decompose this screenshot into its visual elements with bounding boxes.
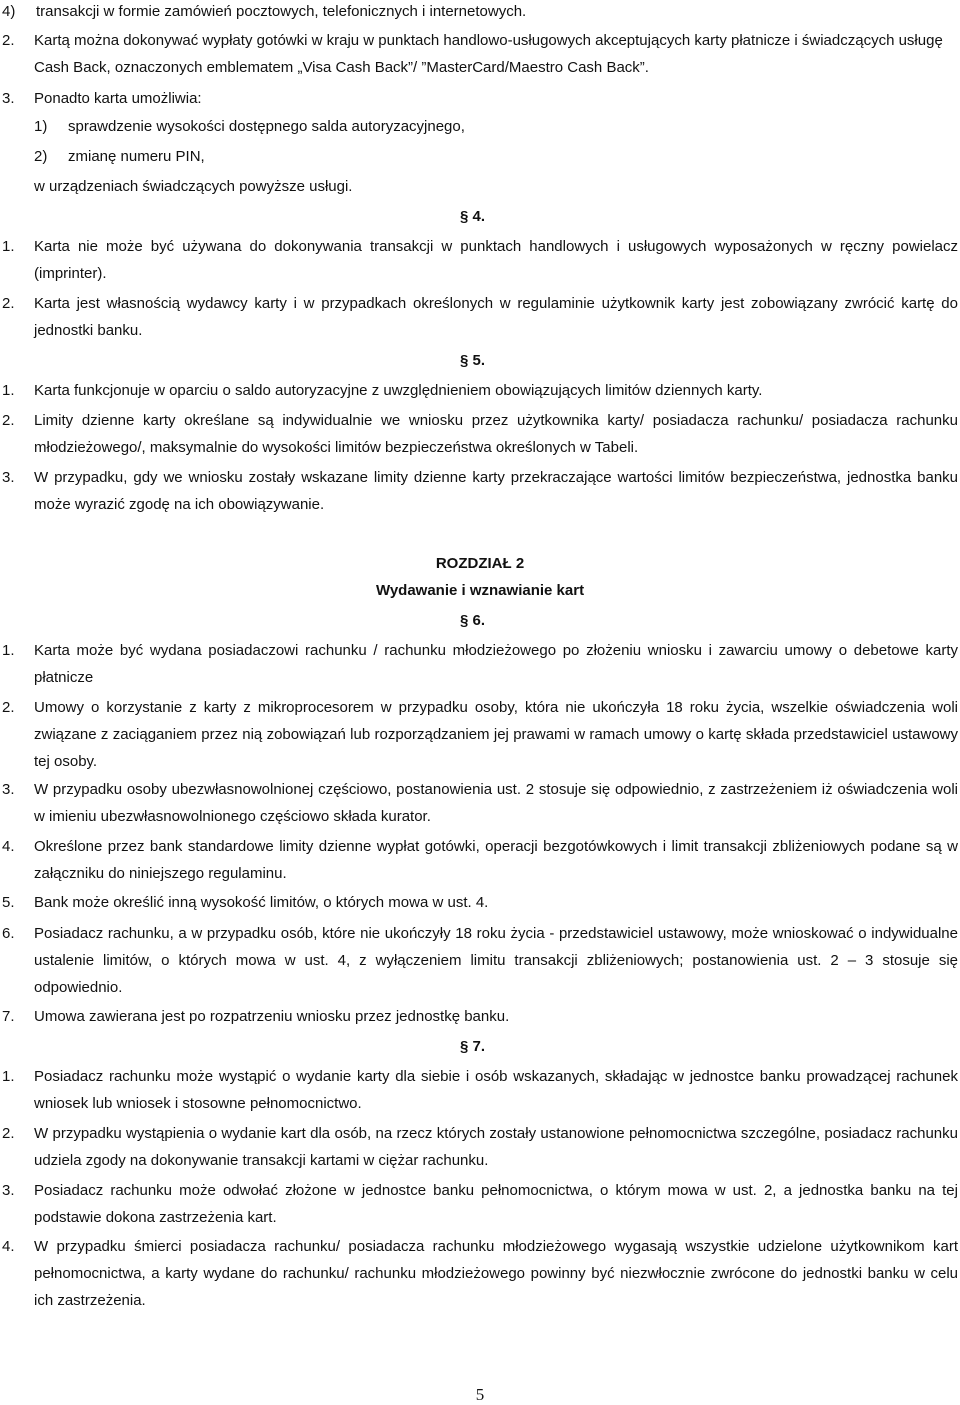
section-6-item-7: 7. Umowa zawierana jest po rozpatrzeniu wniosku przez jednostkę banku. — [2, 1008, 510, 1025]
section-6-heading: § 6. — [460, 612, 486, 629]
section-6-item-1: 1. Karta może być wydana posiadaczowi rachunku / rachunku młodzieżowego po złożeniu wniosku i zawarciu umowy o debetowe karty płatnicze — [2, 642, 958, 686]
section-7-item-3: 3. Posiadacz rachunku może odwołać złożone w jednostce banku pełnomocnictwa, o którym mowa w ust. 2, a jednostka banku na tej podstawie dokona zastrzeżenia kart. — [2, 1182, 958, 1226]
section-7-item-2: 2. W przypadku wystąpienia o wydanie kart dla osób, na rzecz których zostały ustanowione pełnomocnictwa szczególne, posiadacz rachunku udziela zgody na dokonywanie transakcji kartami w ciężar rachunku. — [2, 1125, 958, 1169]
section-6-item-3: 3. W przypadku osoby ubezwłasnowolnionej częściowo, postanowienia ust. 2 stosuje się odpowiednio, z zastrzeżeniem iż oświadczenia woli w imieniu ubezwłasnowolnionego częściowo składa kurator. — [2, 781, 958, 825]
sub-item-2: 2) zmianę numeru PIN, — [34, 148, 205, 165]
section-4-heading: § 4. — [460, 208, 486, 225]
paragraph-tail: w urządzeniach świadczących powyższe usługi. — [34, 178, 353, 195]
paragraph-2: 2. Kartą można dokonywać wypłaty gotówki w kraju w punktach handlowo-usługowych akceptujących karty płatnicze i świadczących usługę Cash Back, oznaczonych emblematem „Visa Cash Back”/ ”MasterCard/Maestro Cash Back”. — [2, 32, 943, 76]
section-6-item-2: 2. Umowy o korzystanie z karty z mikroprocesorem w przypadku osoby, która nie ukończyła 18 roku życia, wszelkie oświadczenia woli związane z zaciąganiem przez nią zobowiązań lub rozporządzaniem jej prawami w ramach umowy o kartę składa przedstawiciel ustawowy tej osoby. — [2, 699, 958, 770]
section-6-item-5: 5. Bank może określić inną wysokość limitów, o których mowa w ust. 4. — [2, 894, 489, 911]
section-6-item-6: 6. Posiadacz rachunku, a w przypadku osób, które nie ukończyły 18 roku życia - przedstawiciel ustawowy, może wnioskować o indywidualne ustalenie limitów, o których mowa w ust. 4, z wyłączeniem limitu transakcji zbliżeniowych; postanowienia ust. 2 – 3 stosuje się odpowiednio. — [2, 925, 958, 996]
section-7-heading: § 7. — [460, 1038, 486, 1055]
section-4-item-2: 2. Karta jest własnością wydawcy karty i w przypadkach określonych w regulaminie użytkownik karty jest zobowiązany zwrócić kartę do jednostki banku. — [2, 295, 958, 339]
section-6-item-4: 4. Określone przez bank standardowe limity dzienne wypłat gotówki, operacji bezgotówkowych i limit transakcji zbliżeniowych podane są w załączniku do niniejszego regulaminu. — [2, 838, 958, 882]
sub-item-1: 1) sprawdzenie wysokości dostępnego salda autoryzacyjnego, — [34, 118, 465, 135]
section-7-item-1: 1. Posiadacz rachunku może wystąpić o wydanie karty dla siebie i osób wskazanych, składając w jednostce banku prowadzącej rachunek wniosek lub wniosek i stosowne pełnomocnictwo. — [2, 1068, 958, 1112]
paragraph-3: 3. Ponadto karta umożliwia: — [2, 90, 202, 107]
section-5-item-1: 1. Karta funkcjonuje w oparciu o saldo autoryzacyjne z uwzględnieniem obowiązujących limitów dziennych karty. — [2, 382, 763, 399]
page-number: 5 — [475, 1385, 485, 1404]
section-7-item-4: 4. W przypadku śmierci posiadacza rachunku/ posiadacza rachunku młodzieżowego wygasają wszystkie udzielone użytkownikom kart pełnomocnictwa, a karty wydane do rachunku/ rachunku młodzieżowego powinny być niezwłocznie zwrócone do jednostki banku w celu ich zastrzeżenia. — [2, 1238, 958, 1309]
section-5-item-3: 3. W przypadku, gdy we wniosku zostały wskazane limity dzienne karty przekraczające wartości limitów bezpieczeństwa, jednostka banku może wyrazić zgodę na ich obowiązywanie. — [2, 469, 958, 513]
chapter-subtitle: Wydawanie i wznawianie kart — [375, 582, 585, 599]
section-5-item-2: 2. Limity dzienne karty określane są indywidualnie we wniosku przez użytkownika karty/ posiadacza rachunku/ posiadacza rachunku młodzieżowego/, maksymalnie do wysokości limitów bezpieczeństwa określonych w Tabeli. — [2, 412, 958, 456]
chapter-title: ROZDZIAŁ 2 — [435, 555, 525, 572]
section-5-heading: § 5. — [460, 352, 486, 369]
section-4-item-1: 1. Karta nie może być używana do dokonywania transakcji w punktach handlowych i usługowych wyposażonych w ręczny powielacz (imprinter). — [2, 238, 958, 282]
list-item: 4) transakcji w formie zamówień pocztowych, telefonicznych i internetowych. — [2, 3, 527, 20]
